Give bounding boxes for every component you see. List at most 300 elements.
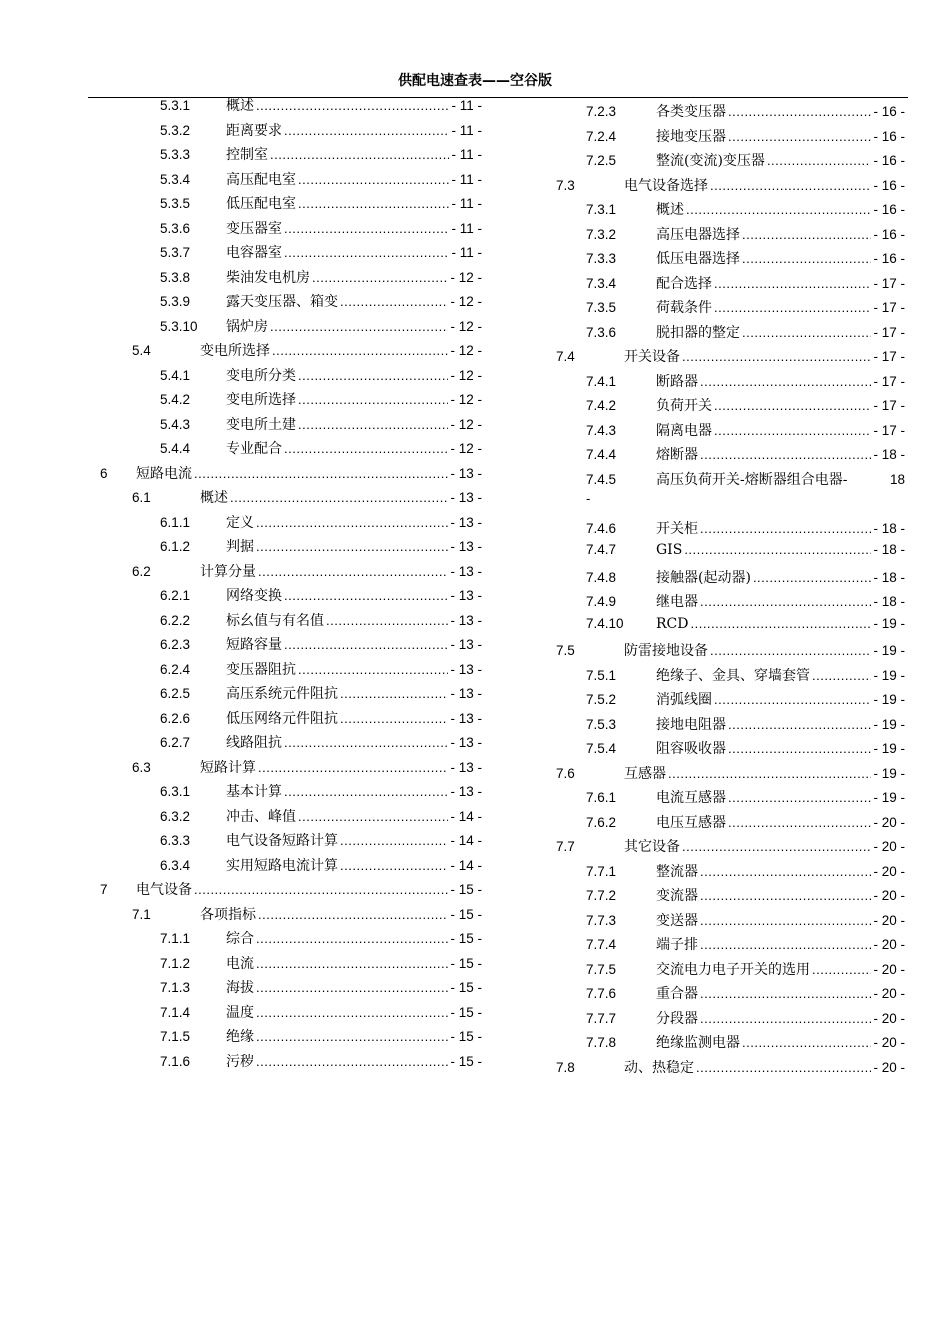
toc-entry-leader [340, 858, 448, 873]
toc-entry[interactable] [160, 144, 482, 166]
toc-entry[interactable] [160, 683, 482, 705]
toc-entry-number: 7.4.10 [586, 615, 624, 631]
toc-entry-page: - 15 - [450, 882, 482, 897]
toc-entry[interactable] [586, 787, 905, 809]
toc-entry-page: - 15 - [450, 906, 482, 922]
toc-entry-title: 线路阻抗 [226, 735, 282, 751]
toc-entry-page: - 20 - [873, 863, 905, 879]
toc-entry-title: 继电器 [656, 594, 698, 610]
toc-entry-leader [256, 980, 448, 995]
toc-entry-number: 7.7 [556, 839, 575, 854]
toc-entry-title: 柴油发电机房 [226, 269, 310, 286]
toc-entry-leader [326, 613, 448, 628]
toc-entry[interactable] [586, 910, 905, 932]
toc-entry[interactable] [556, 640, 905, 662]
page-header-title: 供配电速查表——空谷版 [398, 73, 552, 89]
toc-entry-title: 短路容量 [226, 637, 282, 653]
toc-entry-number: 7.7.8 [586, 1035, 617, 1050]
toc-entry-title: 污秽 [226, 1053, 254, 1070]
toc-entry-number: 7.7.5 [586, 961, 617, 977]
toc-entry-leader [700, 594, 871, 609]
toc-entry-leader [728, 104, 871, 119]
toc-entry-number: 6.2.6 [160, 710, 191, 726]
toc-entry-number: 7.3.1 [586, 202, 617, 217]
toc-entry[interactable] [132, 487, 482, 509]
toc-entry[interactable] [586, 420, 905, 442]
toc-entry[interactable] [160, 1002, 482, 1024]
toc-entry[interactable] [556, 836, 905, 858]
toc-entry[interactable] [160, 242, 482, 264]
toc-entry[interactable] [160, 536, 482, 558]
toc-entry-leader [700, 521, 871, 536]
toc-entry-leader [298, 172, 449, 187]
toc-entry-title: 计算分量 [200, 563, 256, 580]
toc-entry-leader [230, 490, 448, 505]
toc-entry-leader [258, 760, 448, 775]
toc-entry-leader [728, 129, 871, 144]
toc-entry[interactable] [586, 983, 905, 1005]
toc-entry[interactable] [586, 395, 905, 417]
toc-entry-page: - 12 - [450, 318, 482, 334]
toc-entry-page: - 20 - [873, 814, 905, 830]
toc-entry[interactable] [586, 567, 905, 589]
toc-entry-number: 7.1.4 [160, 1004, 191, 1020]
toc-entry-leader [767, 153, 872, 168]
toc-entry-page: - 12 - [450, 269, 482, 285]
toc-entry-number: 7.4.7 [586, 542, 617, 557]
toc-entry-leader [714, 276, 871, 291]
toc-entry-title: 开关柜 [656, 520, 698, 537]
toc-entry[interactable] [586, 934, 905, 956]
toc-entry[interactable] [586, 297, 905, 319]
toc-entry[interactable] [100, 879, 482, 901]
toc-entry-page: - 13 - [450, 514, 482, 530]
toc-entry-leader [256, 98, 449, 113]
toc-entry-leader [284, 588, 448, 603]
toc-entry[interactable] [586, 150, 905, 172]
toc-entry-title: 隔离电器 [656, 422, 712, 439]
toc-entry-number: 7.4.5 [586, 471, 617, 487]
toc-entry[interactable] [586, 665, 905, 687]
toc-entry-page: - 14 - [450, 857, 482, 873]
toc-entry[interactable] [586, 371, 905, 393]
toc-entry-number: 7.3.3 [586, 251, 617, 266]
toc-entry-title: 变流器 [656, 888, 698, 904]
toc-entry-leader [256, 515, 448, 530]
toc-entry-leader [194, 882, 448, 897]
toc-entry-page: - 17 - [873, 300, 905, 315]
toc-entry[interactable] [160, 659, 482, 681]
toc-entry-title: 概述 [200, 490, 228, 506]
toc-entry-number: 6.2.4 [160, 661, 191, 677]
toc-entry-page: - 11 - [451, 245, 482, 260]
toc-entry-number: 7.1.3 [160, 980, 191, 995]
toc-entry-leader [714, 692, 871, 707]
toc-entry-title: 动、热稳定 [624, 1059, 694, 1076]
toc-entry-leader [668, 766, 871, 781]
toc-entry[interactable] [160, 291, 482, 313]
toc-entry-leader [298, 368, 448, 383]
toc-entry-page: - 15 - [450, 931, 482, 946]
toc-entry-title: 低压网络元件阻抗 [226, 710, 338, 727]
toc-entry[interactable] [132, 561, 482, 583]
toc-entry-title: 标幺值与有名值 [226, 612, 324, 629]
toc-entry[interactable] [160, 610, 482, 632]
toc-entry-leader [284, 123, 449, 138]
toc-entry-number: 7.3.4 [586, 275, 617, 291]
toc-entry-leader [742, 251, 871, 266]
toc-entry[interactable] [160, 781, 482, 803]
toc-entry[interactable] [160, 953, 482, 975]
toc-entry[interactable] [586, 273, 905, 295]
toc-entry-page: - 19 - [873, 643, 905, 658]
toc-entry-leader [298, 809, 448, 824]
toc-entry-page: - 17 - [873, 422, 905, 438]
toc-entry[interactable] [160, 634, 482, 656]
toc-entry-title: 各类变压器 [656, 104, 726, 120]
toc-entry-leader [256, 1005, 448, 1020]
toc-entry[interactable] [586, 444, 905, 466]
toc-entry-title: 高压配电室 [226, 171, 296, 188]
toc-entry-leader [256, 1054, 448, 1069]
toc-entry[interactable] [556, 1057, 905, 1079]
toc-entry-title: 配合选择 [656, 275, 712, 292]
toc-entry[interactable] [160, 977, 482, 999]
toc-entry-number: 5.3.10 [160, 318, 198, 334]
toc-entry-leader [714, 423, 871, 438]
toc-entry-title: 各项指标 [200, 906, 256, 923]
toc-entry-number: 6.1.1 [160, 514, 191, 530]
toc-entry[interactable] [160, 1051, 482, 1073]
toc-entry[interactable] [160, 95, 482, 117]
toc-entry-number: 5.3.1 [160, 98, 191, 113]
toc-entry-title: 高压电器选择 [656, 226, 740, 243]
toc-entry-leader [272, 343, 448, 358]
toc-entry-page: - 17 - [873, 349, 905, 364]
toc-entry-number: 7.7.6 [586, 986, 617, 1001]
toc-entry-page: - 11 - [451, 98, 482, 113]
toc-entry-title: 距离要求 [226, 122, 282, 139]
toc-entry-leader [256, 1029, 448, 1044]
toc-entry-title: 熔断器 [656, 447, 698, 463]
toc-entry-number: 5.3.3 [160, 147, 191, 162]
toc-entry-number: 7.4 [556, 349, 575, 364]
toc-entry-leader [194, 466, 448, 481]
toc-entry-page: - 14 - [450, 808, 482, 824]
toc-entry-page: - 19 - [873, 667, 905, 683]
toc-entry-number: 7.5.3 [586, 716, 617, 732]
toc-entry-page: - 13 - [450, 563, 482, 579]
toc-entry-number: 6.3 [132, 759, 151, 775]
toc-entry-page: - 13 - [450, 735, 482, 750]
toc-entry[interactable] [586, 542, 905, 564]
toc-entry[interactable] [160, 585, 482, 607]
toc-entry-number: 7.7.2 [586, 888, 617, 903]
toc-entry-leader [812, 668, 871, 683]
toc-entry-number: 6.1 [132, 490, 151, 505]
toc-entry-page: - 13 - [450, 784, 482, 799]
toc-entry-leader [714, 398, 871, 413]
toc-entry-title: 接地电阻器 [656, 716, 726, 733]
toc-entry-number: 5.4 [132, 343, 151, 358]
toc-entry-page: - 16 - [873, 226, 905, 242]
toc-entry-page: - 19 - [873, 790, 905, 805]
toc-entry-page: - 13 - [450, 539, 482, 554]
toc-entry[interactable] [586, 591, 905, 613]
toc-entry-number: 7.3 [556, 177, 575, 193]
toc-entry-leader [298, 417, 448, 432]
toc-entry[interactable] [556, 346, 905, 368]
toc-entry-title: 绝缘 [226, 1029, 254, 1045]
toc-entry-number: 6.2.1 [160, 588, 191, 603]
toc-entry-page: - 20 - [873, 1059, 905, 1075]
toc-entry-page: - 13 - [450, 465, 482, 481]
toc-entry-page: - 13 - [450, 661, 482, 677]
toc-entry[interactable] [586, 959, 905, 981]
toc-entry-page: - 15 - [450, 955, 482, 971]
toc-entry[interactable] [586, 199, 905, 221]
toc-entry-number: 6 [100, 465, 108, 481]
toc-entry-title: 低压配电室 [226, 196, 296, 212]
toc-entry-page: - 19 - [873, 716, 905, 732]
toc-entry[interactable] [586, 861, 905, 883]
toc-entry-leader [700, 913, 871, 928]
toc-entry-title: 接地变压器 [656, 128, 726, 145]
toc-entry[interactable] [586, 101, 905, 123]
toc-entry-leader [284, 637, 448, 652]
toc-entry-title: 绝缘子、金具、穿墙套管 [656, 667, 810, 684]
toc-entry-title: 其它设备 [624, 839, 680, 855]
toc-entry-number: 6.2 [132, 563, 151, 579]
toc-entry-page: - 11 - [451, 220, 482, 236]
toc-entry[interactable] [586, 322, 905, 344]
toc-entry-number: 7.4.9 [586, 594, 617, 609]
toc-entry-page: - 12 - [450, 441, 482, 456]
toc-entry[interactable] [160, 708, 482, 730]
toc-entry[interactable] [160, 438, 482, 460]
toc-entry-leader [258, 907, 448, 922]
toc-entry[interactable] [586, 812, 905, 834]
toc-entry-title: 绝缘监测电器 [656, 1035, 740, 1051]
toc-entry[interactable] [586, 1008, 905, 1030]
toc-entry[interactable] [160, 120, 482, 142]
toc-entry-page: - 15 - [450, 1004, 482, 1020]
toc-entry[interactable] [586, 126, 905, 148]
toc-entry-page: - 16 - [873, 177, 905, 193]
toc-entry-leader [340, 711, 448, 726]
toc-entry-leader [728, 741, 871, 756]
toc-entry-page: - 17 - [873, 398, 905, 413]
toc-entry-page: - 16 - [873, 202, 905, 217]
toc-entry-page: - 13 - [450, 637, 482, 652]
toc-entry-leader [728, 790, 871, 805]
toc-entry-leader [270, 147, 449, 162]
toc-entry-title: 电流 [226, 955, 254, 972]
toc-entry-leader [340, 294, 448, 309]
toc-entry-number: 7.2.4 [586, 128, 617, 144]
toc-entry-leader [728, 815, 871, 830]
toc-entry-title: 基本计算 [226, 784, 282, 800]
toc-entry-number: 6.2.2 [160, 612, 191, 628]
toc-entry-number: 6.1.2 [160, 539, 191, 554]
toc-entry-number: 7.1.1 [160, 931, 191, 946]
toc-entry-title: 互感器 [624, 765, 666, 782]
toc-entry-title: 电容器室 [226, 245, 282, 261]
toc-entry-title: RCD [656, 615, 689, 632]
toc-entry-page: - 20 - [873, 912, 905, 928]
toc-entry-leader [684, 542, 871, 557]
toc-entry-page: - 20 - [873, 961, 905, 977]
toc-entry-number: 7.3.5 [586, 300, 617, 315]
toc-entry[interactable] [556, 175, 905, 197]
toc-entry-number: 7.6.1 [586, 790, 617, 805]
toc-entry-leader [700, 864, 871, 879]
toc-entry-page: - 14 - [450, 833, 482, 848]
toc-entry-page: 18 [889, 471, 905, 487]
toc-entry-number: 7.2.5 [586, 153, 617, 168]
toc-entry-leader [682, 839, 871, 854]
toc-entry-page: - 18 - [873, 594, 905, 609]
toc-entry-number: 7.5.1 [586, 667, 617, 683]
toc-entry-leader [742, 1035, 871, 1050]
toc-entry[interactable] [132, 340, 482, 362]
toc-entry[interactable] [586, 689, 905, 711]
toc-entry-page: - 11 - [451, 147, 482, 162]
toc-entry-title: 变压器室 [226, 220, 282, 237]
toc-entry-leader [256, 956, 448, 971]
toc-entry-number: 7.5.4 [586, 741, 617, 756]
toc-entry-leader [710, 178, 871, 193]
toc-entry-page: - 11 - [451, 171, 482, 187]
toc-entry-title: 综合 [226, 931, 254, 947]
toc-entry-number: 7.4.4 [586, 447, 617, 462]
toc-entry-title: 网络变换 [226, 588, 282, 604]
toc-entry[interactable] [160, 830, 482, 852]
toc-entry-leader [700, 937, 871, 952]
toc-entry-number: 5.4.2 [160, 392, 191, 407]
toc-entry-leader [284, 735, 448, 750]
toc-entry-number: 7.7.1 [586, 863, 617, 879]
toc-entry[interactable] [132, 757, 482, 779]
toc-entry[interactable] [160, 267, 482, 289]
toc-entry-number: 7.1.6 [160, 1053, 191, 1069]
toc-entry-number: 5.4.1 [160, 367, 191, 383]
toc-entry-page: - 17 - [873, 324, 905, 340]
toc-entry-title: 判据 [226, 539, 254, 555]
toc-entry-title: 消弧线圈 [656, 692, 712, 708]
toc-entry[interactable] [160, 855, 482, 877]
toc-entry-page: - 19 - [873, 741, 905, 756]
toc-entry-leader [256, 931, 448, 946]
toc-entry-number: 5.3.9 [160, 294, 191, 309]
toc-entry-page: - 13 - [450, 490, 482, 505]
toc-entry-leader [340, 686, 448, 701]
toc-entry-number: 5.4.3 [160, 416, 191, 432]
toc-entry-leader [284, 245, 449, 260]
toc-entry[interactable] [100, 463, 482, 485]
toc-entry-number: 5.3.2 [160, 122, 191, 138]
toc-entry-page: - 13 - [450, 759, 482, 775]
toc-entry-number: 6.3.2 [160, 808, 191, 824]
toc-entry[interactable] [160, 316, 482, 338]
toc-entry[interactable] [556, 763, 905, 785]
toc-entry-title: 实用短路电流计算 [226, 857, 338, 874]
toc-entry-page: - 13 - [450, 612, 482, 628]
toc-entry-number: 5.3.7 [160, 245, 191, 260]
toc-entry[interactable] [160, 389, 482, 411]
toc-entry[interactable] [586, 738, 905, 760]
toc-entry[interactable] [586, 885, 905, 907]
toc-entry-leader [690, 616, 871, 631]
toc-entry[interactable] [160, 169, 482, 191]
toc-entry-number: 5.3.4 [160, 171, 191, 187]
toc-entry-title: 荷载条件 [656, 300, 712, 316]
toc-entry-number: 7.6.2 [586, 814, 617, 830]
toc-entry[interactable] [586, 224, 905, 246]
toc-entry[interactable] [160, 193, 482, 215]
toc-entry[interactable] [160, 732, 482, 754]
toc-entry-title: 接触器(起动器) [656, 569, 751, 586]
toc-entry[interactable] [160, 928, 482, 950]
toc-entry[interactable] [160, 806, 482, 828]
toc-entry-page: - 12 - [450, 392, 482, 407]
toc-entry-number: 7.4.8 [586, 569, 617, 585]
toc-entry-title: GIS [656, 542, 683, 558]
toc-entry[interactable] [160, 365, 482, 387]
toc-entry-number: 7.7.7 [586, 1010, 617, 1026]
toc-entry-leader [812, 962, 871, 977]
toc-entry-page: - 11 - [451, 196, 482, 211]
toc-entry-title: 变压器阻抗 [226, 661, 296, 678]
toc-entry[interactable] [586, 248, 905, 270]
toc-entry-page: - 12 - [450, 367, 482, 383]
toc-entry-leader [312, 270, 448, 285]
toc-entry-page: - 13 - [450, 686, 482, 701]
toc-entry-page: - 20 - [873, 1010, 905, 1026]
toc-entry-leader [753, 570, 872, 585]
toc-entry[interactable] [160, 512, 482, 534]
toc-entry-page: - 12 - [450, 416, 482, 432]
toc-entry[interactable] [586, 469, 905, 491]
toc-entry-title: 负荷开关 [656, 398, 712, 414]
toc-entry-leader [742, 227, 871, 242]
toc-entry-leader [298, 662, 448, 677]
toc-entry[interactable] [586, 1032, 905, 1054]
toc-entry-page: - 20 - [873, 986, 905, 1001]
toc-entry-number: 7.4.3 [586, 422, 617, 438]
toc-entry[interactable] [586, 616, 905, 638]
toc-entry-page: - 15 - [450, 1029, 482, 1044]
toc-entry-title: 变送器 [656, 912, 698, 929]
toc-entry-title: 开关设备 [624, 349, 680, 365]
toc-entry-leader [340, 833, 448, 848]
toc-entry-number: 6.3.1 [160, 784, 191, 799]
toc-entry-number: 7.4.2 [586, 398, 617, 413]
toc-entry-title: 短路电流 [136, 465, 192, 482]
toc-entry[interactable] [160, 414, 482, 436]
toc-entry-leader [728, 717, 871, 732]
toc-entry[interactable] [160, 1026, 482, 1048]
toc-entry[interactable] [132, 904, 482, 926]
toc-entry-title: 断路器 [656, 373, 698, 390]
toc-entry-title: 概述 [656, 202, 684, 218]
toc-entry-number: 6.3.3 [160, 833, 191, 848]
toc-entry-title: 电气设备选择 [624, 177, 708, 194]
toc-entry[interactable] [160, 218, 482, 240]
toc-entry[interactable] [586, 714, 905, 736]
toc-entry-number: 7.5.2 [586, 692, 617, 707]
toc-entry[interactable] [586, 518, 905, 540]
